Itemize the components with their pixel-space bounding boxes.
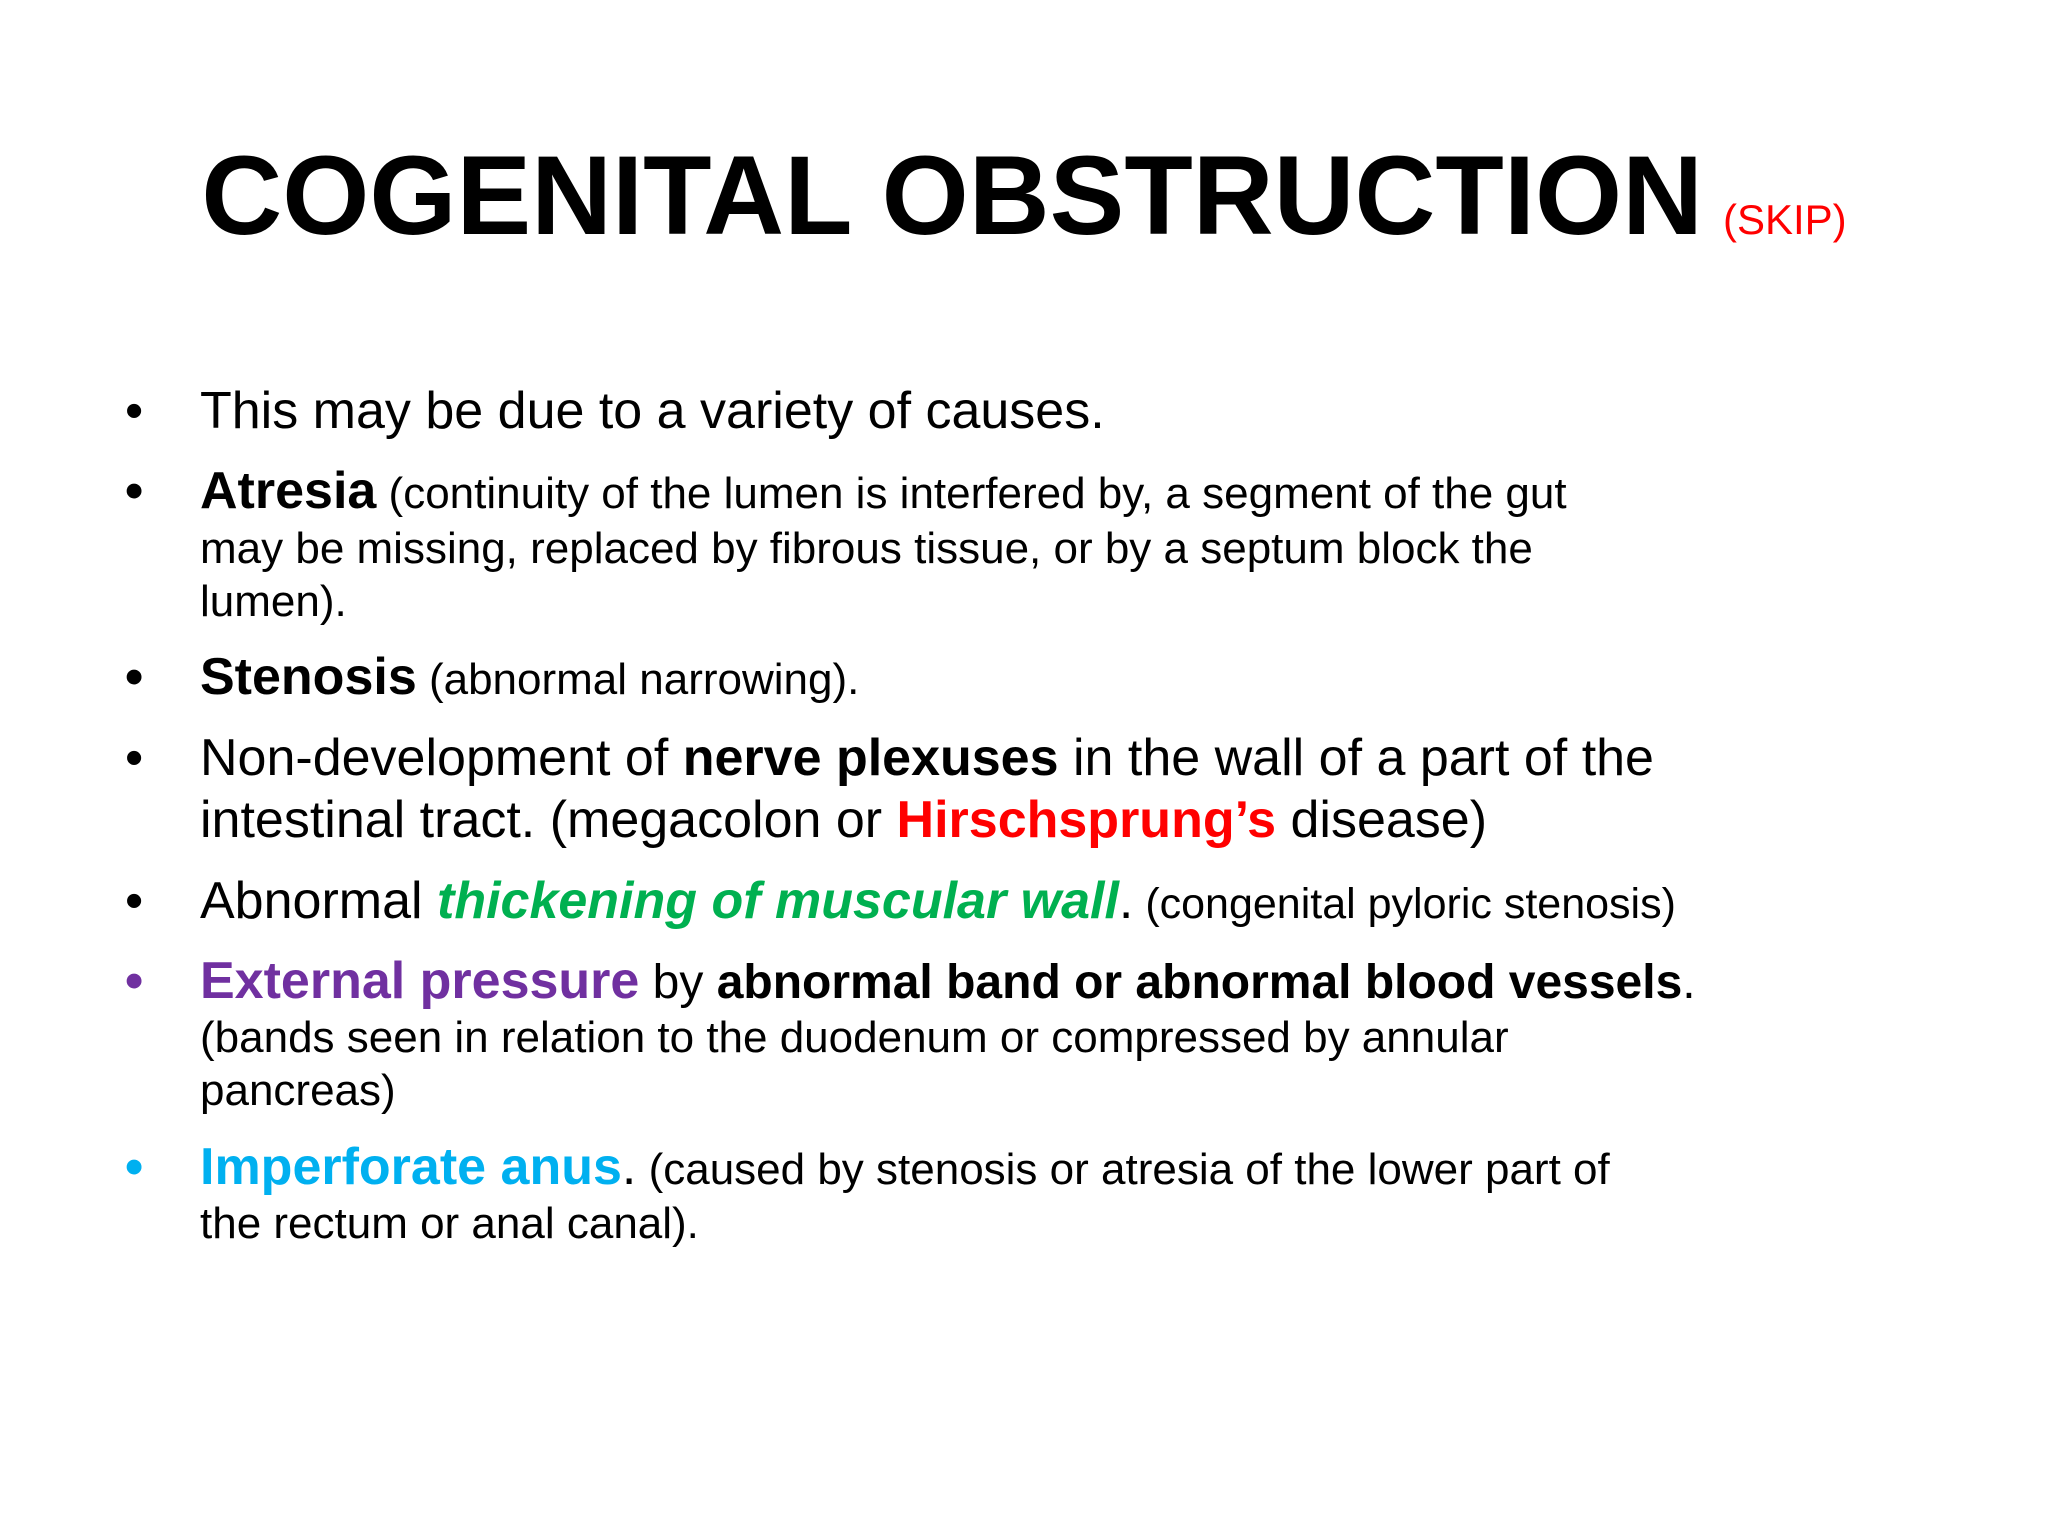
imperforate-desc: (caused by stenosis or atresia of the lower part of bbox=[636, 1144, 1610, 1194]
bullet-marker: • bbox=[125, 871, 144, 930]
term-nerve-plexuses: nerve plexuses bbox=[682, 728, 1059, 787]
term-imperforate-anus: Imperforate anus bbox=[200, 1137, 622, 1196]
bullet-item-external-pressure bbox=[120, 950, 1920, 1118]
nerve-post: in the wall of a part of the bbox=[1058, 728, 1654, 787]
nerve-line2-pre: intestinal tract. (megacolon or bbox=[200, 791, 897, 850]
bullet-marker: • bbox=[125, 1137, 144, 1196]
atresia-desc-1: (continuity of the lumen is interfered by, a segment of the gut bbox=[376, 469, 1567, 519]
thickening-note: (congenital pyloric stenosis) bbox=[1133, 879, 1676, 928]
imperforate-desc-2: the rectum or anal canal). bbox=[200, 1199, 699, 1249]
bullet-item-causes bbox=[120, 380, 1920, 442]
thickening-post: . bbox=[1118, 871, 1134, 930]
imperforate-post: . bbox=[621, 1137, 637, 1196]
thickening-pre: Abnormal bbox=[200, 871, 437, 930]
term-abnormal-band: abnormal band or abnormal blood vessels bbox=[716, 955, 1683, 1009]
title-skip-note: (SKIP) bbox=[1722, 196, 1847, 243]
bullet-marker: • bbox=[125, 382, 144, 440]
external-end: . bbox=[1682, 955, 1696, 1009]
bullet-item-atresia bbox=[120, 460, 1920, 628]
nerve-line-2 bbox=[200, 789, 1920, 851]
term-external-pressure: External pressure bbox=[200, 951, 640, 1010]
bullet-list bbox=[120, 380, 1920, 1269]
slide-title bbox=[0, 133, 2048, 258]
bullet-marker: • bbox=[125, 951, 144, 1010]
bullet-item-thickening bbox=[120, 870, 1920, 932]
external-desc-3: pancreas) bbox=[200, 1066, 396, 1116]
bullet-marker: • bbox=[125, 728, 144, 787]
bullet-marker: • bbox=[125, 462, 144, 521]
bullet-item-stenosis bbox=[120, 646, 1920, 708]
term-atresia: Atresia bbox=[200, 462, 377, 521]
atresia-desc-3: lumen). bbox=[200, 576, 347, 626]
stenosis-desc: (abnormal narrowing). bbox=[416, 655, 860, 705]
bullet-item-imperforate-anus bbox=[120, 1136, 1920, 1251]
external-mid: by bbox=[639, 955, 717, 1009]
atresia-desc-2: may be missing, replaced by fibrous tissue, or by a septum block the bbox=[200, 523, 1533, 573]
nerve-pre: Non-development of bbox=[200, 728, 683, 787]
external-desc-2: (bands seen in relation to the duodenum or compressed by annular bbox=[200, 1013, 1509, 1063]
term-thickening: thickening of muscular wall bbox=[437, 871, 1119, 930]
term-hirschsprung: Hirschsprung’s bbox=[896, 791, 1277, 850]
bullet-item-nerve-plexuses bbox=[120, 727, 1920, 852]
term-stenosis: Stenosis bbox=[200, 648, 417, 707]
bullet-text: This may be due to a variety of causes. bbox=[200, 382, 1105, 440]
bullet-marker: • bbox=[125, 648, 144, 707]
title-main: COGENITAL OBSTRUCTION bbox=[201, 133, 1703, 258]
nerve-line2-post: disease) bbox=[1276, 791, 1488, 850]
